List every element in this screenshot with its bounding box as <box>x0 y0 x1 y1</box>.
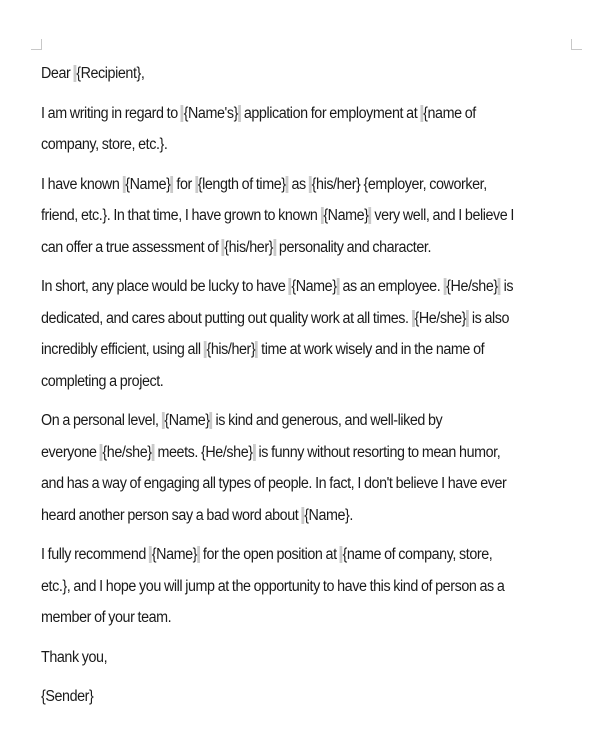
company-field[interactable]: {name of company, store, etc.} <box>41 104 476 153</box>
text-run: personality and character. <box>275 238 432 256</box>
paragraph-1 <box>41 98 525 161</box>
text-run: I fully recommend <box>41 546 150 563</box>
text-run: very well, and I believe I can offer a true assessment of <box>41 207 514 256</box>
closing: Thank you, <box>41 648 108 666</box>
page-corner-mark-top-right <box>571 39 582 50</box>
paragraph-2 <box>41 169 525 264</box>
his-her-field[interactable]: {his/her} <box>204 341 258 358</box>
paragraph-4 <box>41 405 525 531</box>
paragraph-3 <box>41 271 525 397</box>
name-field[interactable]: {Name} <box>122 176 173 193</box>
his-her-field[interactable]: {his/her} <box>221 239 275 256</box>
text-run: On a personal level, <box>41 412 162 429</box>
name-field[interactable]: {Name} <box>289 278 340 295</box>
he-she-field[interactable]: meets. {He/she} <box>154 444 255 461</box>
he-she-field[interactable]: {He/she} <box>443 278 500 295</box>
text-run: as an employee. <box>339 278 444 295</box>
greeting-paragraph <box>41 58 525 90</box>
text-run: is dedicated, and cares about putting out quality work at all times. <box>41 278 514 327</box>
name-field[interactable]: {Name} <box>162 412 213 429</box>
text-run: for the open position at <box>199 546 340 563</box>
name-field[interactable]: {Name} <box>321 207 372 224</box>
letter-body[interactable] <box>41 58 525 721</box>
text-run: {employer, coworker, friend, etc.}. In that time, I have grown to known <box>41 175 487 224</box>
greeting-text: Dear <box>41 65 74 82</box>
text-run: . <box>163 136 168 153</box>
paragraph-5 <box>41 539 525 634</box>
text-run: I am writing in regard to <box>41 104 181 122</box>
text-run: for <box>173 175 195 193</box>
name-field[interactable]: {Name} <box>149 546 200 563</box>
company-field[interactable]: {name of company, store, etc.}, and I hope you will jump at the opportunity to have this kind of person as a member of your team. <box>41 546 505 626</box>
text-run: is also incredibly efficient, using all <box>41 309 510 358</box>
text-run: as <box>288 175 309 193</box>
his-her-field[interactable]: {his/her} <box>309 176 361 193</box>
text-run: application for employment at <box>240 104 421 122</box>
he-she-field[interactable]: {He/she} <box>412 310 469 327</box>
length-of-time-field[interactable]: {length of time} <box>195 176 288 193</box>
name-possessive-field[interactable]: {Name's} <box>181 105 241 122</box>
greeting-comma: , <box>140 65 145 82</box>
recipient-field[interactable]: {Recipient} <box>73 65 140 82</box>
he-she-field[interactable]: {he/she} <box>100 444 155 461</box>
text-run: time at work wisely and in the name of completing a project. <box>41 341 485 390</box>
text-run: everyone <box>41 443 100 461</box>
page-corner-mark-top-left <box>31 39 42 50</box>
text-run: is kind and generous, and well-liked by <box>212 412 443 429</box>
signature-field[interactable]: {Sender} <box>41 688 94 705</box>
text-run: is funny without resorting to mean humor, and has a way of engaging all types of people. In fact, I don't believe I have ever heard another person say a bad word about <box>41 443 507 524</box>
text-run: I have known <box>41 175 123 193</box>
name-field[interactable]: {Name}. <box>301 507 353 524</box>
text-run: In short, any place would be lucky to have <box>41 278 289 295</box>
